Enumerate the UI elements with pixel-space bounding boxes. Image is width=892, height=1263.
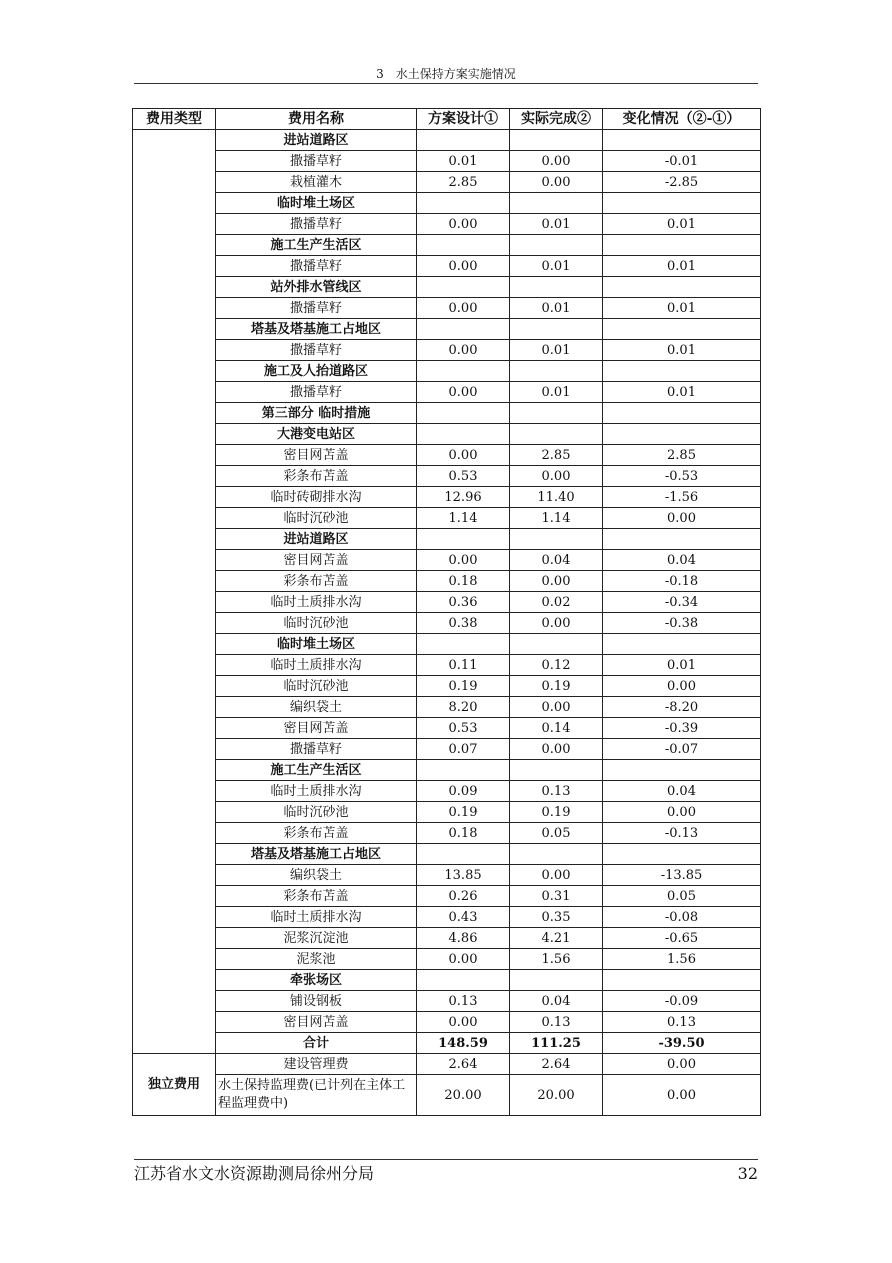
design-cell: 0.26 xyxy=(417,886,510,907)
actual-cell: 0.14 xyxy=(510,718,603,739)
table-row xyxy=(133,865,761,886)
name-cell: 密目网苫盖 xyxy=(216,445,417,466)
table-row xyxy=(133,718,761,739)
change-cell: 0.05 xyxy=(603,886,761,907)
name-cell: 塔基及塔基施工占地区 xyxy=(216,319,417,340)
table-section-row xyxy=(133,277,761,298)
cost-comparison-table xyxy=(132,108,761,1116)
table-row xyxy=(133,592,761,613)
design-cell: 13.85 xyxy=(417,865,510,886)
actual-cell: 0.01 xyxy=(510,340,603,361)
table-section-row xyxy=(133,760,761,781)
col-header-design: 方案设计① xyxy=(417,109,510,130)
actual-cell xyxy=(510,529,603,550)
design-cell xyxy=(417,634,510,655)
actual-cell: 0.01 xyxy=(510,214,603,235)
change-cell xyxy=(603,403,761,424)
name-cell: 临时土质排水沟 xyxy=(216,907,417,928)
design-cell: 148.59 xyxy=(417,1033,510,1054)
name-cell: 进站道路区 xyxy=(216,130,417,151)
change-cell: 0.01 xyxy=(603,256,761,277)
change-cell: -1.56 xyxy=(603,487,761,508)
design-cell: 12.96 xyxy=(417,487,510,508)
change-cell: 0.00 xyxy=(603,1054,761,1075)
actual-cell: 20.00 xyxy=(510,1075,603,1116)
table-row xyxy=(133,802,761,823)
table-row xyxy=(133,928,761,949)
table-section-row xyxy=(133,970,761,991)
name-cell: 施工生产生活区 xyxy=(216,760,417,781)
actual-cell xyxy=(510,403,603,424)
name-cell: 彩条布苫盖 xyxy=(216,571,417,592)
name-cell: 撒播草籽 xyxy=(216,256,417,277)
name-cell: 彩条布苫盖 xyxy=(216,823,417,844)
design-cell: 0.01 xyxy=(417,151,510,172)
design-cell xyxy=(417,529,510,550)
table-row xyxy=(133,298,761,319)
change-cell: 0.00 xyxy=(603,508,761,529)
table-row xyxy=(133,991,761,1012)
table-row xyxy=(133,655,761,676)
table-section-row xyxy=(133,529,761,550)
change-cell: 0.00 xyxy=(603,802,761,823)
change-cell xyxy=(603,277,761,298)
actual-cell: 0.04 xyxy=(510,991,603,1012)
table-row xyxy=(133,571,761,592)
design-cell: 20.00 xyxy=(417,1075,510,1116)
change-cell: 0.04 xyxy=(603,550,761,571)
change-cell: -0.39 xyxy=(603,718,761,739)
col-header-actual: 实际完成② xyxy=(510,109,603,130)
table-row xyxy=(133,1075,761,1116)
name-cell: 施工及人抬道路区 xyxy=(216,361,417,382)
actual-cell: 1.56 xyxy=(510,949,603,970)
name-cell: 密目网苫盖 xyxy=(216,718,417,739)
actual-cell: 0.00 xyxy=(510,613,603,634)
name-cell: 临时沉砂池 xyxy=(216,676,417,697)
change-cell xyxy=(603,634,761,655)
actual-cell: 0.13 xyxy=(510,781,603,802)
design-cell xyxy=(417,130,510,151)
change-cell: -0.01 xyxy=(603,151,761,172)
change-cell: -0.13 xyxy=(603,823,761,844)
design-cell: 0.53 xyxy=(417,466,510,487)
change-cell: -0.38 xyxy=(603,613,761,634)
table-row xyxy=(133,613,761,634)
actual-cell: 0.13 xyxy=(510,1012,603,1033)
actual-cell xyxy=(510,760,603,781)
name-cell: 栽植灌木 xyxy=(216,172,417,193)
name-cell: 临时土质排水沟 xyxy=(216,592,417,613)
table-row xyxy=(133,256,761,277)
name-cell: 大港变电站区 xyxy=(216,424,417,445)
actual-cell xyxy=(510,361,603,382)
table-section-row xyxy=(133,403,761,424)
table-row xyxy=(133,466,761,487)
design-cell: 0.00 xyxy=(417,382,510,403)
change-cell: 0.01 xyxy=(603,340,761,361)
name-cell: 临时砖砌排水沟 xyxy=(216,487,417,508)
design-cell xyxy=(417,193,510,214)
actual-cell: 1.14 xyxy=(510,508,603,529)
table-header-row xyxy=(133,109,761,130)
header-rule xyxy=(134,83,758,84)
change-cell: 0.01 xyxy=(603,655,761,676)
page-number: 32 xyxy=(737,1164,758,1183)
name-cell: 撒播草籽 xyxy=(216,382,417,403)
actual-cell: 0.19 xyxy=(510,802,603,823)
change-cell: -0.53 xyxy=(603,466,761,487)
actual-cell: 0.00 xyxy=(510,697,603,718)
table-row xyxy=(133,1012,761,1033)
design-cell xyxy=(417,970,510,991)
name-cell: 临时堆土场区 xyxy=(216,634,417,655)
change-cell: 0.00 xyxy=(603,676,761,697)
footer-organization: 江苏省水文水资源勘测局徐州分局 xyxy=(134,1164,375,1183)
name-cell: 临时土质排水沟 xyxy=(216,655,417,676)
design-cell xyxy=(417,361,510,382)
table-section-row xyxy=(133,130,761,151)
cost-type-cell xyxy=(133,130,216,1054)
name-cell: 临时沉砂池 xyxy=(216,613,417,634)
change-cell: -8.20 xyxy=(603,697,761,718)
change-cell xyxy=(603,844,761,865)
table-row xyxy=(133,781,761,802)
table-section-row xyxy=(133,193,761,214)
actual-cell: 0.00 xyxy=(510,739,603,760)
design-cell: 0.43 xyxy=(417,907,510,928)
table-section-row xyxy=(133,319,761,340)
actual-cell: 0.00 xyxy=(510,172,603,193)
name-cell: 密目网苫盖 xyxy=(216,550,417,571)
design-cell: 0.19 xyxy=(417,802,510,823)
design-cell: 0.09 xyxy=(417,781,510,802)
actual-cell xyxy=(510,277,603,298)
design-cell: 0.38 xyxy=(417,613,510,634)
name-cell: 站外排水管线区 xyxy=(216,277,417,298)
actual-cell: 0.35 xyxy=(510,907,603,928)
table-row xyxy=(133,907,761,928)
change-cell: -39.50 xyxy=(603,1033,761,1054)
name-cell: 进站道路区 xyxy=(216,529,417,550)
col-header-cost-name: 费用名称 xyxy=(216,109,417,130)
design-cell xyxy=(417,235,510,256)
actual-cell: 111.25 xyxy=(510,1033,603,1054)
design-cell: 2.85 xyxy=(417,172,510,193)
table-section-row xyxy=(133,634,761,655)
name-cell: 临时堆土场区 xyxy=(216,193,417,214)
change-cell: 0.01 xyxy=(603,382,761,403)
actual-cell: 0.00 xyxy=(510,865,603,886)
change-cell: -0.07 xyxy=(603,739,761,760)
actual-cell xyxy=(510,634,603,655)
name-cell: 撒播草籽 xyxy=(216,739,417,760)
table-row xyxy=(133,1054,761,1075)
change-cell: 0.04 xyxy=(603,781,761,802)
col-header-cost-type: 费用类型 xyxy=(133,109,216,130)
name-cell: 塔基及塔基施工占地区 xyxy=(216,844,417,865)
name-cell: 泥浆沉淀池 xyxy=(216,928,417,949)
actual-cell: 2.64 xyxy=(510,1054,603,1075)
change-cell: -0.34 xyxy=(603,592,761,613)
change-cell: -2.85 xyxy=(603,172,761,193)
actual-cell: 0.01 xyxy=(510,298,603,319)
design-cell: 0.00 xyxy=(417,340,510,361)
actual-cell: 0.00 xyxy=(510,151,603,172)
table-section-row xyxy=(133,424,761,445)
table-row xyxy=(133,340,761,361)
design-cell: 0.00 xyxy=(417,550,510,571)
actual-cell: 0.19 xyxy=(510,676,603,697)
design-cell: 0.36 xyxy=(417,592,510,613)
design-cell: 0.19 xyxy=(417,676,510,697)
table-row xyxy=(133,823,761,844)
actual-cell: 0.00 xyxy=(510,571,603,592)
design-cell xyxy=(417,760,510,781)
name-cell: 彩条布苫盖 xyxy=(216,466,417,487)
name-cell: 铺设钢板 xyxy=(216,991,417,1012)
design-cell: 0.11 xyxy=(417,655,510,676)
name-cell: 水土保持监理费(已计列在主体工程监理费中) xyxy=(216,1075,417,1116)
name-cell: 编织袋土 xyxy=(216,865,417,886)
change-cell: 2.85 xyxy=(603,445,761,466)
name-cell: 撒播草籽 xyxy=(216,340,417,361)
cost-type-cell: 独立费用 xyxy=(133,1054,216,1116)
footer-rule xyxy=(134,1159,758,1160)
change-cell xyxy=(603,130,761,151)
actual-cell: 0.00 xyxy=(510,466,603,487)
name-cell: 撒播草籽 xyxy=(216,214,417,235)
change-cell: 0.00 xyxy=(603,1075,761,1116)
table-total-row xyxy=(133,1033,761,1054)
name-cell: 第三部分 临时措施 xyxy=(216,403,417,424)
actual-cell: 0.01 xyxy=(510,256,603,277)
change-cell xyxy=(603,529,761,550)
table-row xyxy=(133,676,761,697)
change-cell: -0.08 xyxy=(603,907,761,928)
col-header-change: 变化情况（②-①） xyxy=(603,109,761,130)
actual-cell xyxy=(510,130,603,151)
name-cell: 临时沉砂池 xyxy=(216,802,417,823)
design-cell xyxy=(417,277,510,298)
table-row xyxy=(133,214,761,235)
name-cell: 泥浆池 xyxy=(216,949,417,970)
name-cell: 合计 xyxy=(216,1033,417,1054)
table-row xyxy=(133,697,761,718)
table-row xyxy=(133,382,761,403)
change-cell: 0.13 xyxy=(603,1012,761,1033)
name-cell: 施工生产生活区 xyxy=(216,235,417,256)
change-cell: 0.01 xyxy=(603,214,761,235)
actual-cell xyxy=(510,193,603,214)
change-cell xyxy=(603,760,761,781)
design-cell: 1.14 xyxy=(417,508,510,529)
table-row xyxy=(133,508,761,529)
design-cell: 0.07 xyxy=(417,739,510,760)
change-cell: -0.65 xyxy=(603,928,761,949)
change-cell xyxy=(603,319,761,340)
table-row xyxy=(133,886,761,907)
table-row xyxy=(133,739,761,760)
table-row xyxy=(133,487,761,508)
design-cell xyxy=(417,403,510,424)
design-cell: 4.86 xyxy=(417,928,510,949)
design-cell: 2.64 xyxy=(417,1054,510,1075)
table-section-row xyxy=(133,844,761,865)
design-cell xyxy=(417,424,510,445)
table-row xyxy=(133,151,761,172)
change-cell xyxy=(603,361,761,382)
actual-cell: 0.12 xyxy=(510,655,603,676)
name-cell: 撒播草籽 xyxy=(216,298,417,319)
design-cell: 0.00 xyxy=(417,445,510,466)
change-cell: -0.18 xyxy=(603,571,761,592)
table-row xyxy=(133,949,761,970)
table-row xyxy=(133,550,761,571)
change-cell xyxy=(603,193,761,214)
design-cell: 0.18 xyxy=(417,571,510,592)
change-cell: -13.85 xyxy=(603,865,761,886)
table-section-row xyxy=(133,361,761,382)
actual-cell: 4.21 xyxy=(510,928,603,949)
name-cell: 撒播草籽 xyxy=(216,151,417,172)
actual-cell: 0.02 xyxy=(510,592,603,613)
design-cell: 0.00 xyxy=(417,298,510,319)
actual-cell xyxy=(510,424,603,445)
design-cell: 0.00 xyxy=(417,256,510,277)
design-cell: 0.53 xyxy=(417,718,510,739)
design-cell: 0.18 xyxy=(417,823,510,844)
actual-cell: 0.01 xyxy=(510,382,603,403)
name-cell: 编织袋土 xyxy=(216,697,417,718)
actual-cell xyxy=(510,235,603,256)
design-cell: 0.00 xyxy=(417,214,510,235)
actual-cell xyxy=(510,319,603,340)
name-cell: 临时沉砂池 xyxy=(216,508,417,529)
change-cell: 0.01 xyxy=(603,298,761,319)
design-cell xyxy=(417,319,510,340)
actual-cell: 2.85 xyxy=(510,445,603,466)
name-cell: 密目网苫盖 xyxy=(216,1012,417,1033)
running-header: 3 水土保持方案实施情况 xyxy=(376,67,516,81)
name-cell: 牵张场区 xyxy=(216,970,417,991)
change-cell xyxy=(603,235,761,256)
actual-cell xyxy=(510,844,603,865)
actual-cell: 11.40 xyxy=(510,487,603,508)
actual-cell xyxy=(510,970,603,991)
change-cell: -0.09 xyxy=(603,991,761,1012)
design-cell: 0.00 xyxy=(417,949,510,970)
table-row xyxy=(133,172,761,193)
change-cell: 1.56 xyxy=(603,949,761,970)
name-cell: 临时土质排水沟 xyxy=(216,781,417,802)
actual-cell: 0.31 xyxy=(510,886,603,907)
actual-cell: 0.05 xyxy=(510,823,603,844)
change-cell xyxy=(603,424,761,445)
design-cell: 0.13 xyxy=(417,991,510,1012)
name-cell: 建设管理费 xyxy=(216,1054,417,1075)
design-cell: 0.00 xyxy=(417,1012,510,1033)
actual-cell: 0.04 xyxy=(510,550,603,571)
table-row xyxy=(133,445,761,466)
table-section-row xyxy=(133,235,761,256)
change-cell xyxy=(603,970,761,991)
table-body xyxy=(133,130,761,1116)
design-cell: 8.20 xyxy=(417,697,510,718)
name-cell: 彩条布苫盖 xyxy=(216,886,417,907)
design-cell xyxy=(417,844,510,865)
